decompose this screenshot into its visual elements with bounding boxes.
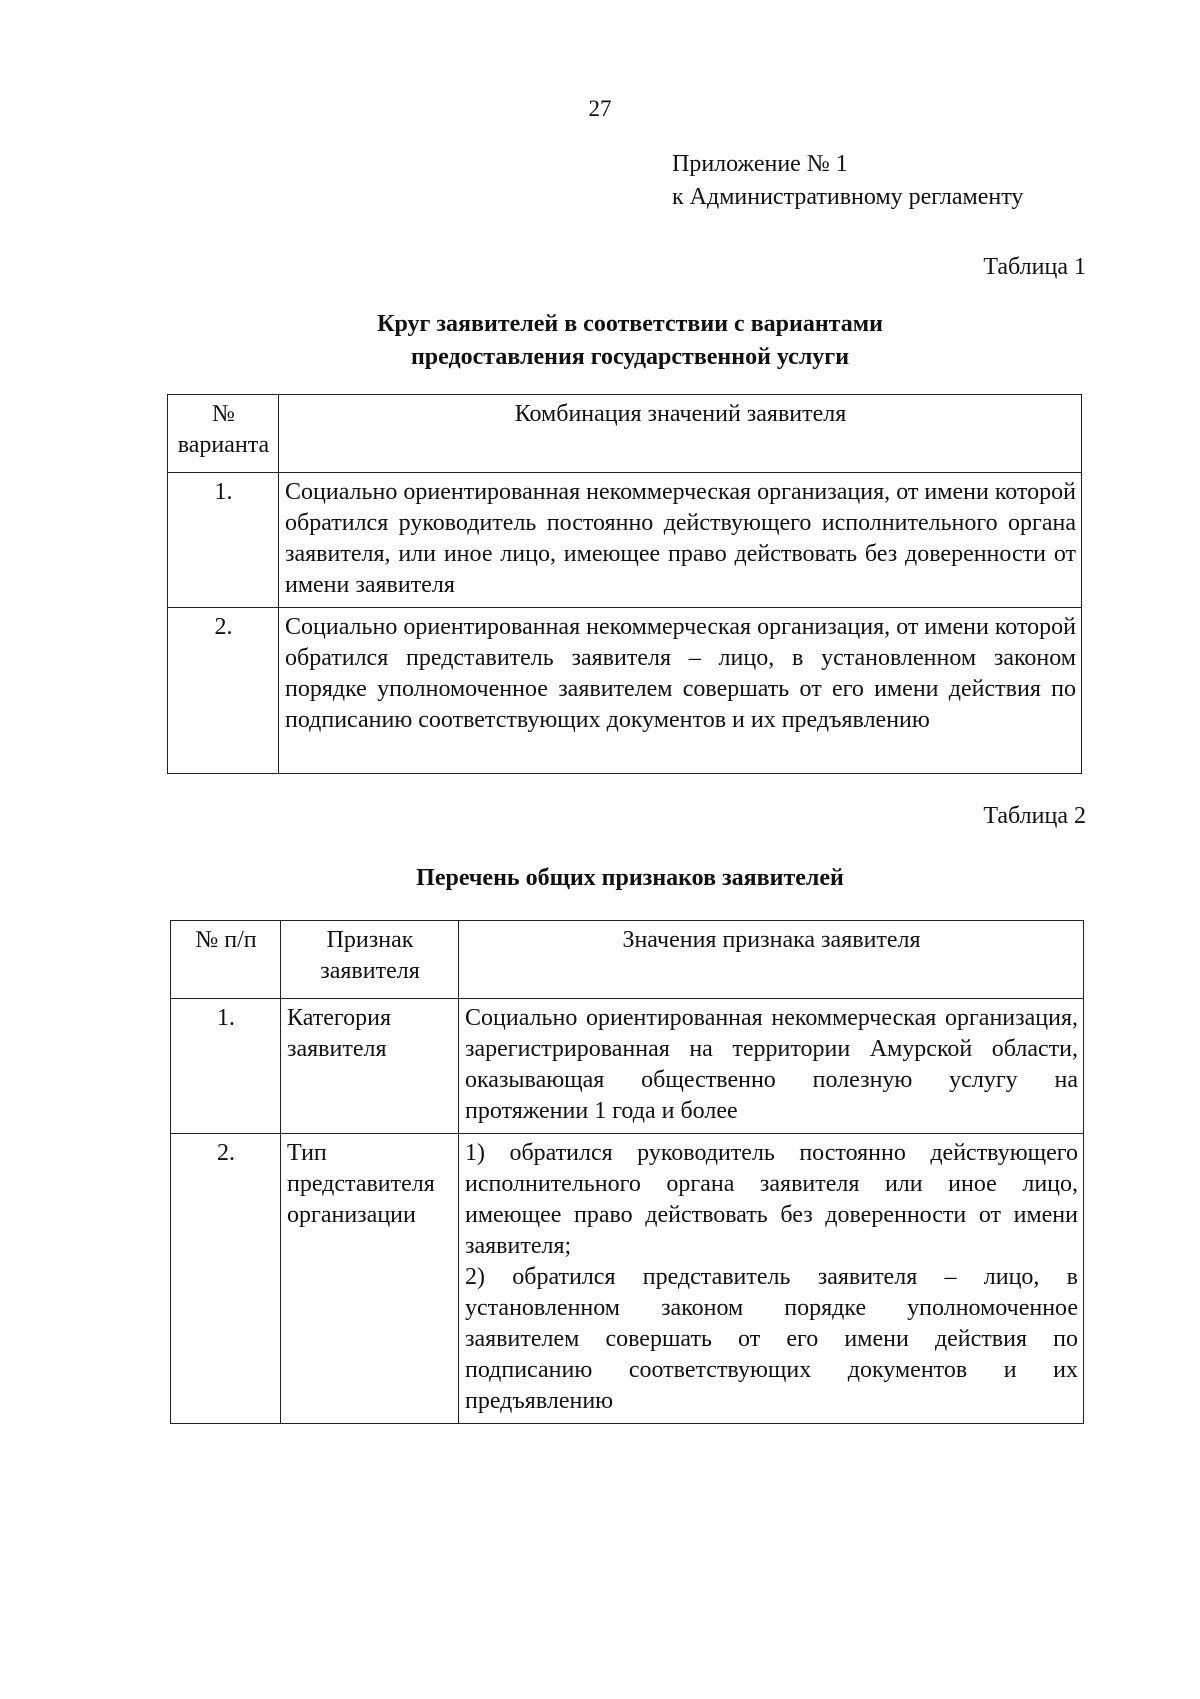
table2-row-1-num: 1. [171,999,281,1134]
table1-title-line-2: предоставления государственной услуги [410,344,850,370]
table2-row-1-values [459,999,1084,1134]
table1-header-row [168,395,1082,473]
table1-row-2-num: 2. [168,608,279,774]
table1-header-combination: Комбинация значений заявителя [279,395,1082,473]
table1-title-line-1: Круг заявителей в соответствии с вариантами [377,311,883,337]
table1-row-1-num: 1. [168,473,279,608]
appendix-caption [672,148,1023,214]
table1 [167,394,1082,774]
table2-row-2-values [459,1134,1084,1424]
appendix-line-1: Приложение № 1 [672,151,848,177]
table2-label: Таблица 2 [983,803,1086,829]
table2-title: Перечень общих признаков заявителей [416,865,844,891]
table-row [171,999,1084,1134]
table2-header-sign: Признак заявителя [281,921,459,999]
table1-label: Таблица 1 [983,254,1086,280]
table2-row-2-value-1: 1) обратился руководитель постоянно действующего исполнительного органа заявителя или иное лицо, имеющее право действовать без доверенности от имени заявителя; [465,1140,1078,1259]
table1-title [180,308,1080,374]
table1-header-variant: № варианта [168,395,279,473]
table2-row-2-value-2: 2) обратился представитель заявителя – лицо, в установленном законом порядке уполномоченное заявителем совершать от его имени действия по подписанию соответствующих документов и их предъявлению [465,1264,1078,1414]
table2-row-1-sign: Категория заявителя [281,999,459,1134]
table2 [170,920,1084,1424]
table1-row-2-text: Социально ориентированная некоммерческая организация, от имени которой обратился представитель заявителя – лицо, в установленном законом порядке уполномоченное заявителем совершать от его имени действия по подписанию соответствующих документов и их предъявлению [279,608,1082,774]
table2-row-2-num: 2. [171,1134,281,1424]
table1-row-1-text: Социально ориентированная некоммерческая организация, от имени которой обратился руководитель постоянно действующего исполнительного органа заявителя, или иное лицо, имеющее право действовать без доверенности от имени заявителя [279,473,1082,608]
table-row [168,608,1082,774]
appendix-line-2: к Административному регламенту [672,184,1024,210]
table2-row-1-value-1: Социально ориентированная некоммерческая организация, зарегистрированная на территории Амурской области, оказывающая общественно полезную услугу на протяжении 1 года и более [465,1005,1078,1124]
table-row [171,1134,1084,1424]
table2-header-row [171,921,1084,999]
page-number: 27 [588,96,612,121]
table-row [168,473,1082,608]
table2-row-2-sign: Тип представителя организации [281,1134,459,1424]
table2-header-num: № п/п [171,921,281,999]
table2-header-values: Значения признака заявителя [459,921,1084,999]
